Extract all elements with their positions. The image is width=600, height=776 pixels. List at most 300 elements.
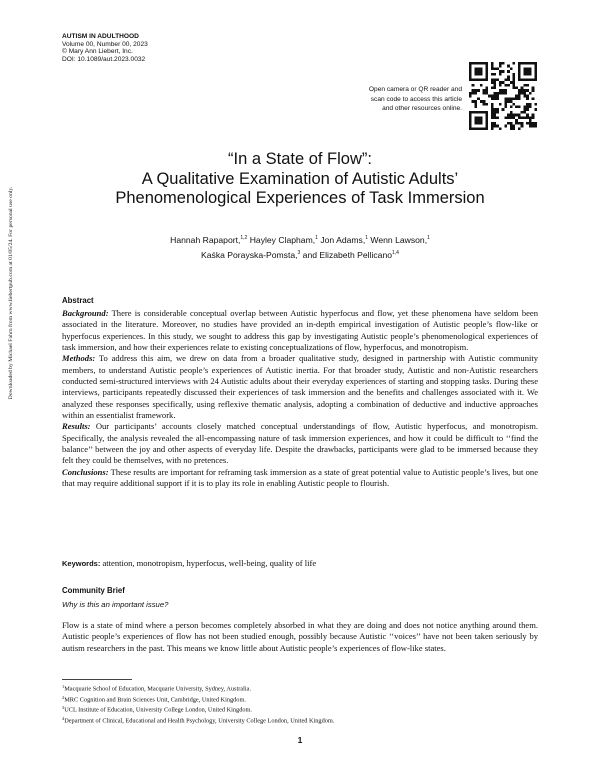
qr-module xyxy=(523,78,526,81)
qr-module xyxy=(469,125,472,128)
qr-module xyxy=(518,127,521,130)
qr-module xyxy=(496,125,499,128)
qr-module xyxy=(469,65,472,68)
qr-module xyxy=(507,100,510,103)
qr-module xyxy=(485,89,488,92)
qr-module xyxy=(485,125,488,128)
qr-module xyxy=(515,122,518,125)
author-line xyxy=(90,247,510,262)
qr-module xyxy=(485,73,488,76)
qr-module xyxy=(483,62,486,65)
qr-module xyxy=(510,122,513,125)
qr-module xyxy=(493,67,496,70)
keywords xyxy=(62,558,538,569)
author-affiliation: 3 xyxy=(297,249,301,256)
qr-module xyxy=(534,62,537,65)
qr-module xyxy=(493,78,496,81)
qr-module xyxy=(534,103,537,106)
section-label: Methods: xyxy=(62,353,96,364)
qr-module xyxy=(469,95,472,98)
qr-module xyxy=(499,62,502,65)
qr-module xyxy=(474,106,477,109)
qr-module xyxy=(469,116,472,119)
qr-module xyxy=(491,103,494,106)
qr-module xyxy=(523,108,526,111)
qr-module xyxy=(474,67,477,70)
qr-module xyxy=(477,122,480,125)
qr-module xyxy=(518,116,521,119)
abstract-results xyxy=(62,421,538,466)
qr-module xyxy=(474,100,477,103)
title-line: “In a State of Flow”: xyxy=(228,150,372,168)
qr-module xyxy=(515,95,518,98)
title-line: Phenomenological Experiences of Task Immersion xyxy=(115,189,485,207)
qr-module xyxy=(496,108,499,111)
author-list xyxy=(90,232,510,261)
qr-module xyxy=(523,95,526,98)
copyright-line: © Mary Ann Liebert, Inc. xyxy=(62,48,133,56)
qr-module xyxy=(523,67,526,70)
qr-module xyxy=(534,76,537,79)
qr-module xyxy=(523,111,526,114)
qr-module xyxy=(518,78,521,81)
footnote xyxy=(62,683,538,694)
qr-module xyxy=(518,92,521,95)
author-line xyxy=(90,232,510,247)
qr-module xyxy=(485,67,488,70)
qr-module xyxy=(504,97,507,100)
qr-module xyxy=(499,84,502,87)
qr-module xyxy=(483,92,486,95)
qr-module xyxy=(523,89,526,92)
qr-module xyxy=(504,106,507,109)
qr-module xyxy=(499,73,502,76)
qr-module xyxy=(472,62,475,65)
qr-module xyxy=(510,125,513,128)
qr-module xyxy=(513,86,516,89)
keywords-text: attention, monotropism, hyperfocus, well-being, quality of life xyxy=(100,558,317,568)
abstract-background xyxy=(62,308,538,353)
qr-module xyxy=(491,65,494,68)
qr-module xyxy=(474,127,477,130)
qr-module xyxy=(491,127,494,130)
qr-module xyxy=(491,62,494,65)
author-name: Hayley Clapham, xyxy=(249,235,316,245)
qr-module xyxy=(474,89,477,92)
affiliation-footnotes xyxy=(62,683,538,725)
qr-module xyxy=(510,100,513,103)
qr-module xyxy=(469,122,472,125)
community-brief-text: Flow is a state of mind where a person becomes completely absorbed in what they are doing and does not notice anything around them. Autistic people’s experiences of flow has not been studied enough, possibly because Autistic ‘‘voices’’ have not been taken seriously by autism researchers in the past. This means we know little about Autistic people’s experiences of flow-like states. xyxy=(62,620,538,653)
qr-module xyxy=(532,89,535,92)
qr-module xyxy=(510,106,513,109)
qr-module xyxy=(472,111,475,114)
section-text: To address this aim, we drew on data from a broader qualitative study, designed in partnership with Autistic community members, to understand Autistic people’s experiences of Autistic inertia. For that broader study, Autistic and non-Autistic researchers conducted semi-structured interviews with 24 Autistic adults about their everyday experiences of starting and stopping tasks. During these interviews, participants repeatedly discussed their experiences of task immersion and the benefits and challenges associated with it. We analyzed these responses specifically, using reflexive thematic analysis, adopting a combination of deductive and inductive approaches within an essentialist framework. xyxy=(62,353,538,421)
qr-module xyxy=(491,73,494,76)
qr-note-line: Open camera or QR reader and xyxy=(368,86,462,93)
qr-module xyxy=(499,89,502,92)
footnote-number: 4 xyxy=(62,715,65,721)
qr-module xyxy=(474,70,477,73)
section-label: Results: xyxy=(62,421,91,432)
qr-module xyxy=(515,114,518,117)
qr-module xyxy=(472,92,475,95)
qr-module xyxy=(480,62,483,65)
qr-module xyxy=(485,70,488,73)
footnote-divider xyxy=(62,679,132,680)
author-affiliation: 1,4 xyxy=(392,249,399,256)
qr-module xyxy=(515,86,518,89)
footnote-number: 2 xyxy=(62,694,65,700)
qr-module xyxy=(526,114,529,117)
qr-module xyxy=(474,103,477,106)
qr-module xyxy=(491,122,494,125)
qr-module xyxy=(521,122,524,125)
qr-module xyxy=(485,92,488,95)
qr-module xyxy=(474,111,477,114)
qr-module xyxy=(493,95,496,98)
qr-module xyxy=(469,127,472,130)
qr-module xyxy=(480,67,483,70)
qr-module xyxy=(474,78,477,81)
qr-module xyxy=(523,73,526,76)
qr-module xyxy=(491,114,494,117)
qr-module xyxy=(496,78,499,81)
qr-module xyxy=(526,95,529,98)
qr-module xyxy=(513,84,516,87)
qr-module xyxy=(469,73,472,76)
author-affiliation: 1 xyxy=(365,235,368,241)
qr-module xyxy=(523,84,526,87)
qr-module xyxy=(532,78,535,81)
qr-module xyxy=(493,114,496,117)
qr-module xyxy=(521,125,524,128)
section-label: Conclusions: xyxy=(62,466,109,477)
section-text: These results are important for reframing task immersion as a state of great potential value to Autistic people’s lives, but one that may require additional support if it is to play its role in enabling Autistic people to flourish. xyxy=(62,466,538,489)
qr-module xyxy=(529,122,532,125)
qr-module xyxy=(493,116,496,119)
qr-module xyxy=(504,100,507,103)
qr-module xyxy=(502,70,505,73)
title-line: A Qualitative Examination of Autistic Adults’ xyxy=(141,169,459,188)
qr-module xyxy=(513,127,516,130)
qr-module xyxy=(493,84,496,87)
qr-module xyxy=(485,122,488,125)
qr-module xyxy=(507,97,510,100)
qr-module xyxy=(474,119,477,122)
footnote-text: Department of Clinical, Educational and Health Psychology, University College London, United Kingdom. xyxy=(64,717,335,724)
qr-module xyxy=(507,116,510,119)
qr-module xyxy=(474,62,477,65)
qr-module xyxy=(518,97,521,100)
qr-module xyxy=(496,67,499,70)
qr-module xyxy=(513,81,516,84)
qr-module xyxy=(477,127,480,130)
qr-module xyxy=(477,62,480,65)
qr-module xyxy=(504,125,507,128)
qr-module xyxy=(523,116,526,119)
qr-module xyxy=(477,97,480,100)
author-affiliation: 1,2 xyxy=(240,235,248,241)
footnote-text: MRC Cognition and Brain Sciences Unit, Cambridge, United Kingdom. xyxy=(64,696,246,703)
qr-module xyxy=(480,70,483,73)
abstract-conclusions xyxy=(62,467,538,490)
qr-note-line: scan code to access this article xyxy=(370,95,462,103)
qr-module xyxy=(493,81,496,84)
qr-module xyxy=(529,62,532,65)
qr-module xyxy=(526,103,529,106)
qr-module xyxy=(529,119,532,122)
abstract-body xyxy=(62,308,538,490)
qr-module xyxy=(518,106,521,109)
qr-module xyxy=(469,70,472,73)
qr-module xyxy=(472,127,475,130)
qr-module xyxy=(526,67,529,70)
qr-module xyxy=(477,73,480,76)
qr-module xyxy=(526,62,529,65)
qr-module xyxy=(496,111,499,114)
qr-module xyxy=(518,62,521,65)
qr-module xyxy=(518,67,521,70)
qr-module xyxy=(513,62,516,65)
footnote xyxy=(62,694,538,705)
qr-module xyxy=(515,106,518,109)
qr-module xyxy=(529,92,532,95)
qr-note-line: and other resources online. xyxy=(382,105,462,112)
page-number: 1 xyxy=(297,735,303,745)
qr-module xyxy=(504,92,507,95)
qr-module xyxy=(526,84,529,87)
qr-module xyxy=(491,81,494,84)
qr-module xyxy=(493,122,496,125)
section-text: There is considerable conceptual overlap between Autistic hyperfocus and flow, yet these phenomena have seldom been associated in the literature. Moreover, no studies have provided an in-depth empirical investigation of Autistic people’s flow-like or hyperfocus experiences. In this study, we sought to address this gap by investigating Autistic people’s phenomenological experiences of task immersion, and how their experiences relate to existing conceptualizations of flow, hyperfocus, and monotropism. xyxy=(62,308,538,353)
qr-module xyxy=(518,89,521,92)
qr-module xyxy=(488,95,491,98)
section-text: Our participants’ accounts closely matched conceptual understandings of flow, Autistic hyperfocus, and monotropism. Specifically, the analysis revealed the all-encompassing nature of task immersion experiences, and how it could be difficult to ‘‘find the balance’’ between the joy and other aspects of everyday life. Despite the drawbacks, participants were glad to be immersed because they felt they could be themselves, with no pretences. xyxy=(62,421,538,466)
qr-module xyxy=(510,114,513,117)
qr-module xyxy=(474,73,477,76)
qr-module xyxy=(526,73,529,76)
qr-module xyxy=(483,111,486,114)
keywords-label: Keywords: xyxy=(62,559,101,568)
qr-module xyxy=(477,119,480,122)
journal-volume: Volume 00, Number 00, 2023 xyxy=(62,40,148,48)
section-label: Background: xyxy=(62,308,109,318)
qr-module xyxy=(477,116,480,119)
qr-module xyxy=(521,62,524,65)
qr-module xyxy=(480,84,483,87)
qr-module xyxy=(513,125,516,128)
author-affiliation: 1 xyxy=(315,235,318,241)
qr-module xyxy=(507,76,510,79)
abstract-methods xyxy=(62,353,538,421)
qr-module xyxy=(534,70,537,73)
qr-module xyxy=(493,125,496,128)
download-side-note: Downloaded by Michael Fahrn from www.liebertpub.com at 01/05/24. For personal use only. xyxy=(8,186,14,400)
qr-module xyxy=(532,114,535,117)
qr-module xyxy=(496,97,499,100)
community-brief-question: Why is this an important issue? xyxy=(62,600,169,609)
qr-module xyxy=(491,78,494,81)
qr-module xyxy=(529,106,532,109)
qr-module xyxy=(526,122,529,125)
qr-module xyxy=(507,78,510,81)
qr-module xyxy=(513,78,516,81)
qr-module xyxy=(523,62,526,65)
qr-module xyxy=(485,76,488,79)
qr-module xyxy=(502,81,505,84)
author-name: Jon Adams, xyxy=(320,235,366,245)
author-name: Kaśka Porayska-Pomsta, xyxy=(201,249,298,260)
qr-module xyxy=(469,111,472,114)
article-title xyxy=(70,150,530,209)
qr-module xyxy=(523,70,526,73)
qr-module xyxy=(477,78,480,81)
qr-module xyxy=(483,103,486,106)
qr-module xyxy=(480,116,483,119)
qr-module xyxy=(499,103,502,106)
qr-module xyxy=(521,86,524,89)
qr-module xyxy=(518,95,521,98)
qr-module xyxy=(493,92,496,95)
qr-module xyxy=(472,84,475,87)
qr-module xyxy=(534,125,537,128)
qr-module xyxy=(469,62,472,65)
qr-module xyxy=(504,84,507,87)
qr-module xyxy=(491,116,494,119)
qr-module xyxy=(529,67,532,70)
doi-line: DOI: 10.1089/aut.2023.0032 xyxy=(62,56,146,64)
qr-module xyxy=(469,78,472,81)
qr-module xyxy=(485,86,488,89)
qr-module xyxy=(510,81,513,84)
qr-module xyxy=(474,116,477,119)
qr-module xyxy=(534,78,537,81)
qr-module xyxy=(515,119,518,122)
qr-module xyxy=(499,65,502,68)
qr-module xyxy=(491,111,494,114)
qr-module xyxy=(534,73,537,76)
qr-module xyxy=(532,97,535,100)
qr-module xyxy=(526,108,529,111)
qr-module xyxy=(491,86,494,89)
qr-module xyxy=(513,114,516,117)
footnote xyxy=(62,715,538,726)
qr-module xyxy=(474,92,477,95)
qr-module xyxy=(507,65,510,68)
qr-module xyxy=(521,78,524,81)
qr-module xyxy=(526,97,529,100)
qr-module xyxy=(469,76,472,79)
qr-module xyxy=(485,111,488,114)
qr-module xyxy=(529,103,532,106)
qr-module xyxy=(513,76,516,79)
qr-module xyxy=(526,89,529,92)
qr-module xyxy=(504,116,507,119)
qr-module xyxy=(485,116,488,119)
qr-module xyxy=(485,119,488,122)
qr-module xyxy=(483,78,486,81)
qr-module xyxy=(499,70,502,73)
qr-module xyxy=(472,100,475,103)
qr-module xyxy=(510,97,513,100)
qr-module xyxy=(477,67,480,70)
qr-module xyxy=(485,114,488,117)
qr-module xyxy=(485,65,488,68)
qr-module xyxy=(480,111,483,114)
qr-module xyxy=(502,62,505,65)
qr-module xyxy=(472,89,475,92)
footnote-number: 1 xyxy=(62,684,65,689)
qr-module xyxy=(491,97,494,100)
qr-module xyxy=(485,127,488,130)
qr-module xyxy=(515,97,518,100)
footnote xyxy=(62,704,538,715)
qr-module xyxy=(499,81,502,84)
qr-module xyxy=(518,70,521,73)
author-affiliation: 1 xyxy=(427,235,430,241)
qr-code[interactable] xyxy=(469,62,537,130)
qr-module xyxy=(529,116,532,119)
abstract-heading: Abstract xyxy=(62,296,94,305)
qr-module xyxy=(510,127,513,130)
qr-module xyxy=(504,89,507,92)
qr-module xyxy=(502,89,505,92)
qr-module xyxy=(483,127,486,130)
footnote-number: 3 xyxy=(62,705,65,710)
qr-module xyxy=(472,78,475,81)
qr-module xyxy=(518,65,521,68)
qr-module xyxy=(513,116,516,119)
qr-module xyxy=(477,89,480,92)
qr-module xyxy=(469,114,472,117)
footnote-text: Macquarie School of Education, Macquarie University, Sydney, Australia. xyxy=(64,685,252,693)
qr-module xyxy=(491,67,494,70)
community-brief-heading: Community Brief xyxy=(62,586,125,595)
qr-module xyxy=(518,73,521,76)
qr-module xyxy=(491,106,494,109)
qr-module xyxy=(504,103,507,106)
qr-module xyxy=(502,92,505,95)
author-name: Wenn Lawson, xyxy=(370,235,428,245)
qr-module xyxy=(529,78,532,81)
qr-module xyxy=(523,106,526,109)
qr-module xyxy=(529,70,532,73)
qr-module xyxy=(510,111,513,114)
qr-module xyxy=(469,119,472,122)
qr-module xyxy=(526,116,529,119)
qr-module xyxy=(521,89,524,92)
qr-module xyxy=(480,78,483,81)
qr-instructions xyxy=(340,85,462,114)
qr-module xyxy=(499,127,502,130)
qr-module xyxy=(523,92,526,95)
qr-module xyxy=(521,111,524,114)
qr-module xyxy=(483,89,486,92)
qr-module xyxy=(480,122,483,125)
qr-module xyxy=(534,65,537,68)
qr-module xyxy=(534,122,537,125)
qr-module xyxy=(510,116,513,119)
journal-header xyxy=(62,33,148,64)
qr-module xyxy=(526,70,529,73)
qr-module xyxy=(491,108,494,111)
qr-module xyxy=(513,103,516,106)
author-name: Hannah Rapaport, xyxy=(170,235,241,245)
footnote-text: UCL Institute of Education, University College London, United Kingdom. xyxy=(64,706,252,714)
qr-module xyxy=(529,125,532,128)
qr-module xyxy=(485,78,488,81)
